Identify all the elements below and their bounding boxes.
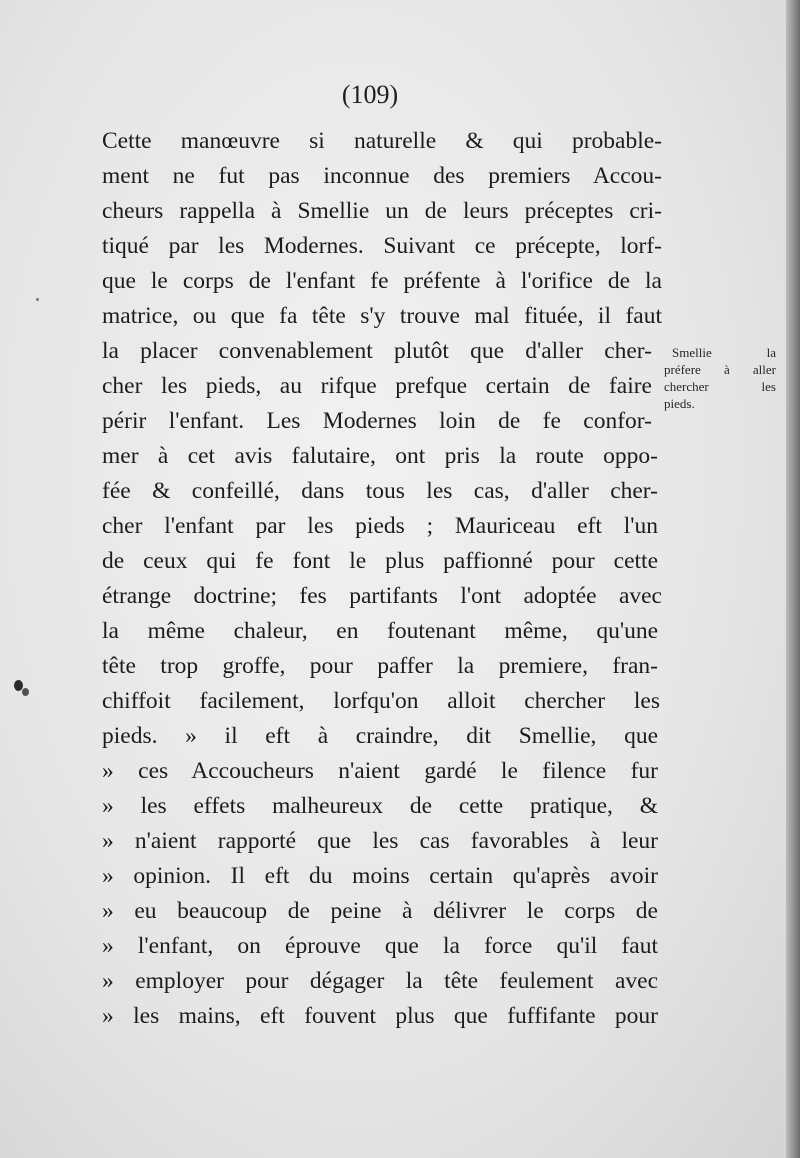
margin-note-line: chercher les bbox=[664, 379, 776, 394]
text-line: Cette manœuvre si naturelle & qui probable- bbox=[102, 128, 662, 154]
text-line: » ces Accoucheurs n'aient gardé le filence fur bbox=[102, 758, 658, 784]
text-line: » les effets malheureux de cette pratique, & bbox=[102, 793, 658, 819]
text-line: » n'aient rapporté que les cas favorables à leur bbox=[102, 828, 658, 854]
text-line: pieds. » il eft à craindre, dit Smellie, que bbox=[102, 723, 658, 749]
text-line: de ceux qui fe font le plus paffionné pour cette bbox=[102, 548, 658, 574]
page-number: (109) bbox=[341, 80, 399, 109]
margin-note bbox=[664, 344, 782, 412]
text-line: mer à cet avis falutaire, ont pris la route oppo- bbox=[102, 443, 658, 469]
page-edge bbox=[786, 0, 800, 1158]
text-line: étrange doctrine; fes partifants l'ont adoptée avec bbox=[102, 583, 662, 609]
text-line: » opinion. Il eft du moins certain qu'après avoir bbox=[102, 863, 658, 889]
text-line: » les mains, eft fouvent plus que fuffifante pour bbox=[102, 1003, 658, 1029]
text-line: fée & confeillé, dans tous les cas, d'aller cher- bbox=[102, 478, 658, 504]
ink-blot bbox=[22, 688, 29, 696]
text-line: » l'enfant, on éprouve que la force qu'il faut bbox=[102, 933, 658, 959]
text-line: cher l'enfant par les pieds ; Mauriceau eft l'un bbox=[102, 513, 658, 539]
margin-note-line: Smellie la bbox=[672, 345, 776, 360]
text-line: tête trop groffe, pour paffer la premiere, fran- bbox=[102, 653, 658, 679]
text-line: matrice, ou que fa tête s'y trouve mal fituée, il faut bbox=[102, 303, 662, 329]
text-line: cher les pieds, au rifque prefque certain de faire bbox=[102, 373, 652, 399]
margin-note-line: préfere à aller bbox=[664, 362, 776, 377]
text-line: périr l'enfant. Les Modernes loin de fe confor- bbox=[102, 408, 652, 434]
text-line: cheurs rappella à Smellie un de leurs préceptes cri- bbox=[102, 198, 662, 224]
text-line: que le corps de l'enfant fe préfente à l'orifice de la bbox=[102, 268, 662, 294]
text-line: » employer pour dégager la tête feulement avec bbox=[102, 968, 658, 994]
text-line: chiffoit facilement, lorfqu'on alloit chercher les bbox=[102, 688, 660, 714]
text-line: la placer convenablement plutôt que d'aller cher- bbox=[102, 338, 652, 364]
text-line: la même chaleur, en foutenant même, qu'une bbox=[102, 618, 658, 644]
ink-speck bbox=[36, 298, 39, 301]
text-line: tiqué par les Modernes. Suivant ce précepte, lorf- bbox=[102, 233, 662, 259]
text-line: » eu beaucoup de peine à délivrer le corps de bbox=[102, 898, 658, 924]
text-line: ment ne fut pas inconnue des premiers Accou- bbox=[102, 163, 662, 189]
margin-note-line: pieds. bbox=[664, 396, 695, 411]
